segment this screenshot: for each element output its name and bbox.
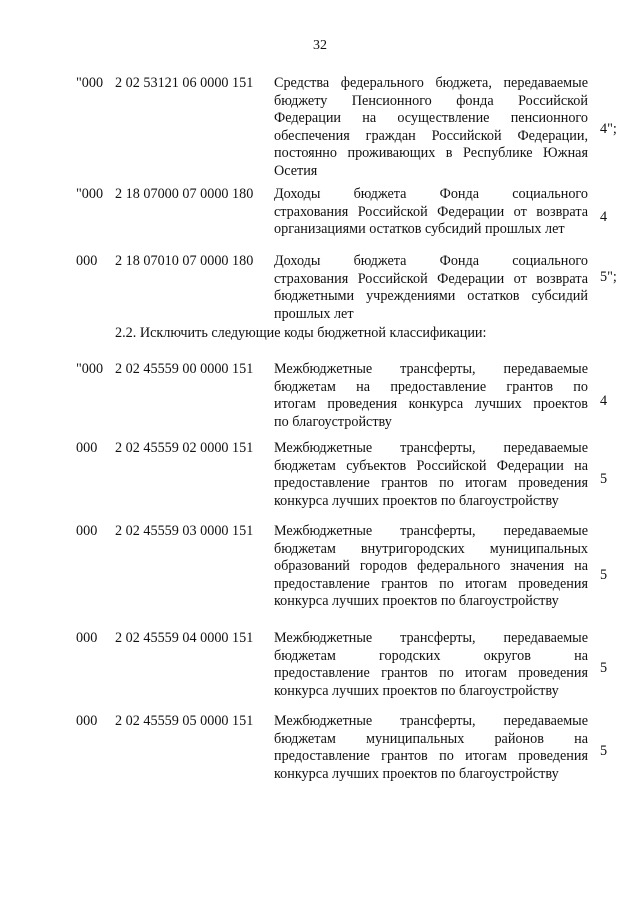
description-line: конкурса лучших проектов по благоустройству — [274, 682, 559, 699]
description-line: Доходы бюджета Фонда социального — [274, 253, 588, 269]
budget-classification-code: 2 02 53121 06 0000 151 — [115, 75, 254, 91]
code-description — [274, 630, 588, 700]
admin-code: 000 — [76, 630, 98, 646]
description-line: Осетия — [274, 162, 318, 179]
admin-code: "000 — [76, 361, 104, 377]
description-line: бюджетам на предоставление грантов по — [274, 378, 588, 395]
description-line: Межбюджетные трансферты, передаваемые — [274, 713, 588, 729]
appendix-number: 5 — [600, 471, 608, 487]
description-line: предоставление грантов по итогам проведения — [274, 575, 588, 592]
description-line: итогам проведения конкурса лучших проектов — [274, 396, 588, 413]
description-line: организациями остатков субсидий прошлых лет — [274, 221, 565, 238]
admin-code: 000 — [76, 253, 98, 269]
appendix-number: 4 — [600, 209, 608, 225]
code-description — [274, 75, 588, 181]
admin-code: "000 — [76, 186, 104, 202]
admin-code: "000 — [76, 75, 104, 91]
description-line: бюджетам внутригородских муниципальных — [274, 540, 588, 557]
description-line: бюджетными учреждениями остатков субсидий — [274, 288, 588, 305]
description-line: обеспечения граждан Российской Федерации, — [274, 127, 588, 144]
budget-classification-code: 2 02 45559 05 0000 151 — [115, 713, 254, 729]
description-line: Межбюджетные трансферты, передаваемые — [274, 630, 588, 646]
admin-code: 000 — [76, 440, 98, 456]
code-description — [274, 186, 588, 239]
description-line: конкурса лучших проектов по благоустройству — [274, 492, 559, 509]
description-line: Межбюджетные трансферты, передаваемые — [274, 440, 588, 456]
description-line: предоставление грантов по итогам проведения — [274, 665, 588, 682]
description-line: постоянно проживающих в Республике Южная — [274, 145, 588, 162]
budget-classification-code: 2 02 45559 04 0000 151 — [115, 630, 254, 646]
description-line: страхования Российской Федерации от возврата — [274, 203, 588, 220]
description-line: Межбюджетные трансферты, передаваемые — [274, 523, 588, 539]
admin-code: 000 — [76, 523, 98, 539]
appendix-number: 4"; — [600, 121, 617, 137]
description-line: конкурса лучших проектов по благоустройству — [274, 765, 559, 782]
code-description — [274, 361, 588, 431]
budget-classification-code: 2 02 45559 00 0000 151 — [115, 361, 254, 377]
code-description — [274, 440, 588, 510]
budget-classification-code: 2 02 45559 02 0000 151 — [115, 440, 254, 456]
appendix-number: 5"; — [600, 269, 617, 285]
admin-code: 000 — [76, 713, 98, 729]
description-line: бюджету Пенсионного фонда Российской — [274, 92, 588, 109]
appendix-number: 5 — [600, 660, 608, 676]
description-line: Межбюджетные трансферты, передаваемые — [274, 361, 588, 377]
appendix-number: 5 — [600, 567, 608, 583]
appendix-number: 4 — [600, 393, 608, 409]
budget-classification-code: 2 18 07010 07 0000 180 — [115, 253, 254, 269]
description-line: страхования Российской Федерации от возврата — [274, 270, 588, 287]
description-line: бюджетам субъектов Российской Федерации на — [274, 457, 588, 474]
description-line: Федерации на осуществление пенсионного — [274, 110, 588, 127]
description-line: предоставление грантов по итогам проведения — [274, 748, 588, 765]
description-line: Доходы бюджета Фонда социального — [274, 186, 588, 202]
description-line: образований городов федерального значения на — [274, 558, 588, 575]
code-description — [274, 713, 588, 783]
code-description — [274, 253, 588, 323]
appendix-number: 5 — [600, 743, 608, 759]
description-line: по благоустройству — [274, 413, 392, 430]
description-line: конкурса лучших проектов по благоустройству — [274, 593, 559, 610]
description-line: прошлых лет — [274, 305, 354, 322]
description-line: бюджетам городских округов на — [274, 647, 588, 664]
description-line: Средства федерального бюджета, передаваемые — [274, 75, 588, 91]
description-line: предоставление грантов по итогам проведения — [274, 475, 588, 492]
budget-classification-code: 2 02 45559 03 0000 151 — [115, 523, 254, 539]
section-heading: 2.2. Исключить следующие коды бюджетной классификации: — [115, 325, 487, 341]
budget-classification-code: 2 18 07000 07 0000 180 — [115, 186, 254, 202]
code-description — [274, 523, 588, 611]
description-line: бюджетам муниципальных районов на — [274, 730, 588, 747]
page-number: 32 — [313, 38, 327, 53]
